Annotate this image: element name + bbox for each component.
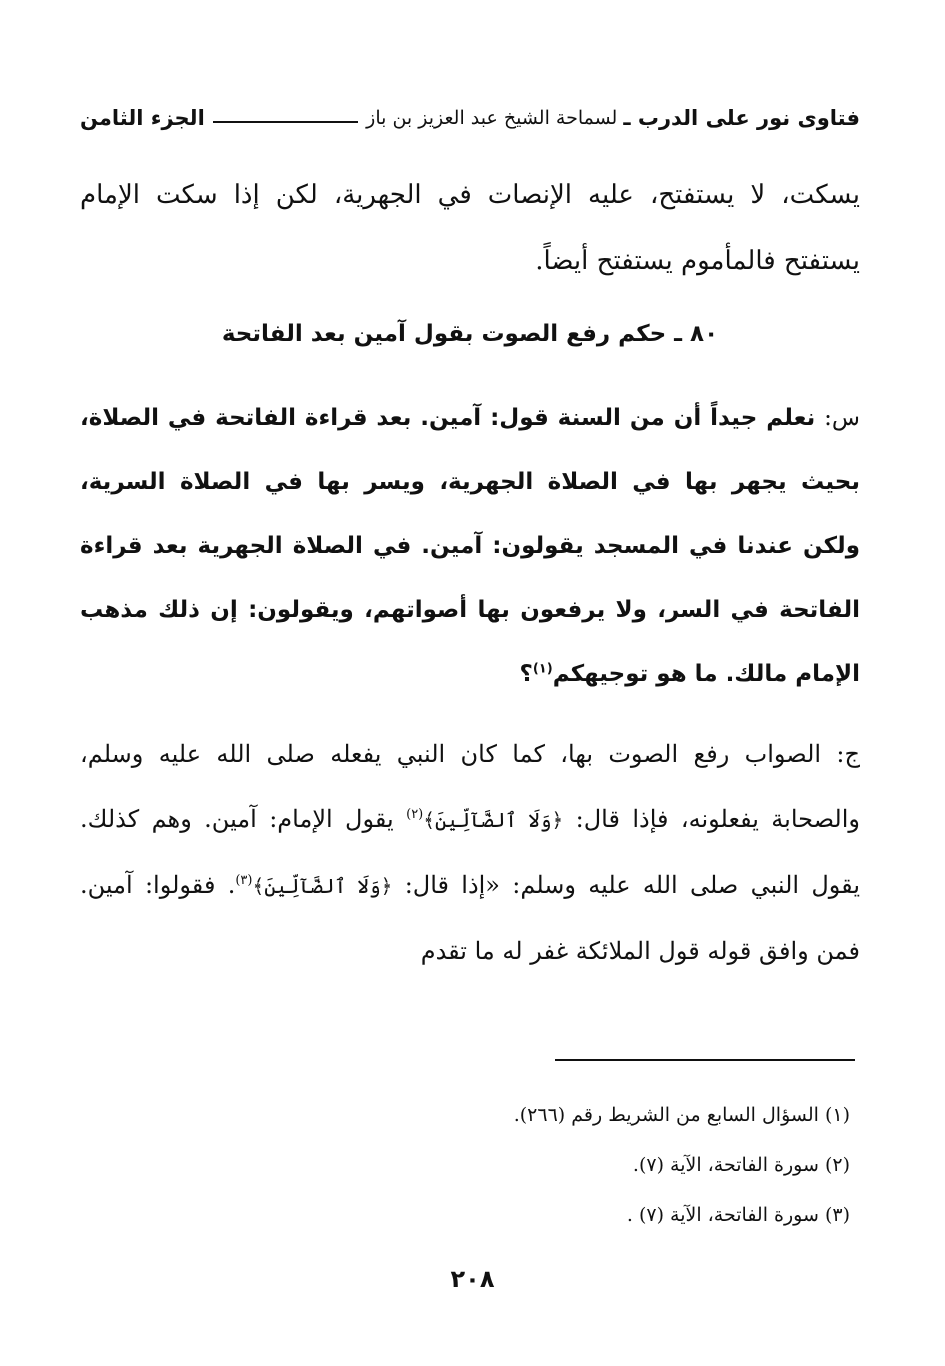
running-header xyxy=(80,98,860,138)
footnote-2: (٢) سورة الفاتحة، الآية (٧). xyxy=(632,1154,850,1176)
footnotes xyxy=(80,1090,850,1240)
footnote-1: (١) السؤال السابع من الشريط رقم (٢٦٦). xyxy=(513,1104,850,1126)
footnote-mark-3: (٣) xyxy=(235,873,253,888)
question-paragraph xyxy=(80,386,860,706)
answer-text-1: ج: الصواب رفع الصوت بها، كما كان النبي يفعله صلى الله عليه وسلم، والصحابة يفعلونه، فإذا قال: xyxy=(80,740,861,833)
page-number: ٢٠٨ xyxy=(450,1265,495,1293)
book-title: فتاوى نور على الدرب ـ xyxy=(623,106,860,130)
question-end: ؟ xyxy=(519,661,533,687)
author-name: لسماحة الشيخ عبد العزيز بن باز xyxy=(366,107,618,129)
answer-text-2: يقول الإمام: آمين. وهم كذلك. يقول النبي صلى الله عليه وسلم: «إذا قال: xyxy=(80,805,860,899)
footnote-mark-1: (١) xyxy=(532,661,553,677)
volume-label: الجزء الثامن xyxy=(80,106,205,130)
header-rule xyxy=(213,121,358,123)
footnote-3: (٣) سورة الفاتحة، الآية (٧) . xyxy=(626,1204,850,1226)
quran-quote-1: ﴿وَلَا ٱلضَّآلِّينَ﴾ xyxy=(423,808,564,832)
question-text: نعلم جيداً أن من السنة قول: آمين. بعد قراءة الفاتحة في الصلاة، بحيث يجهر بها في الصلاة الجهرية، ويسر بها في الصلاة السرية، ولكن عندنا في المسجد يقولون: آمين. في الصلاة الجهرية بعد قراءة الفاتحة في السر، ولا يرفعون بها أصواتهم، ويقولون: إن ذلك مذهب الإمام مالك. ما هو توجيهكم xyxy=(80,405,860,687)
section-title: ٨٠ ـ حكم رفع الصوت بقول آمين بعد الفاتحة xyxy=(221,321,719,347)
answer-paragraph xyxy=(80,722,860,984)
footnote-separator xyxy=(555,1059,855,1061)
intro-paragraph: يسكت، لا يستفتح، عليه الإنصات في الجهرية، لكن إذا سكت الإمام يستفتح فالمأموم يستفتح أيضاً. xyxy=(80,180,860,276)
footnote-mark-2: (٢) xyxy=(406,807,424,822)
quran-quote-2: ﴿وَلَا ٱلضَّآلِّينَ﴾ xyxy=(252,874,393,898)
question-label: س: xyxy=(824,405,860,431)
answer-text-3: . فقولوا: آمين. فمن وافق قوله قول الملائكة غفر له ما تقدم xyxy=(80,871,860,965)
